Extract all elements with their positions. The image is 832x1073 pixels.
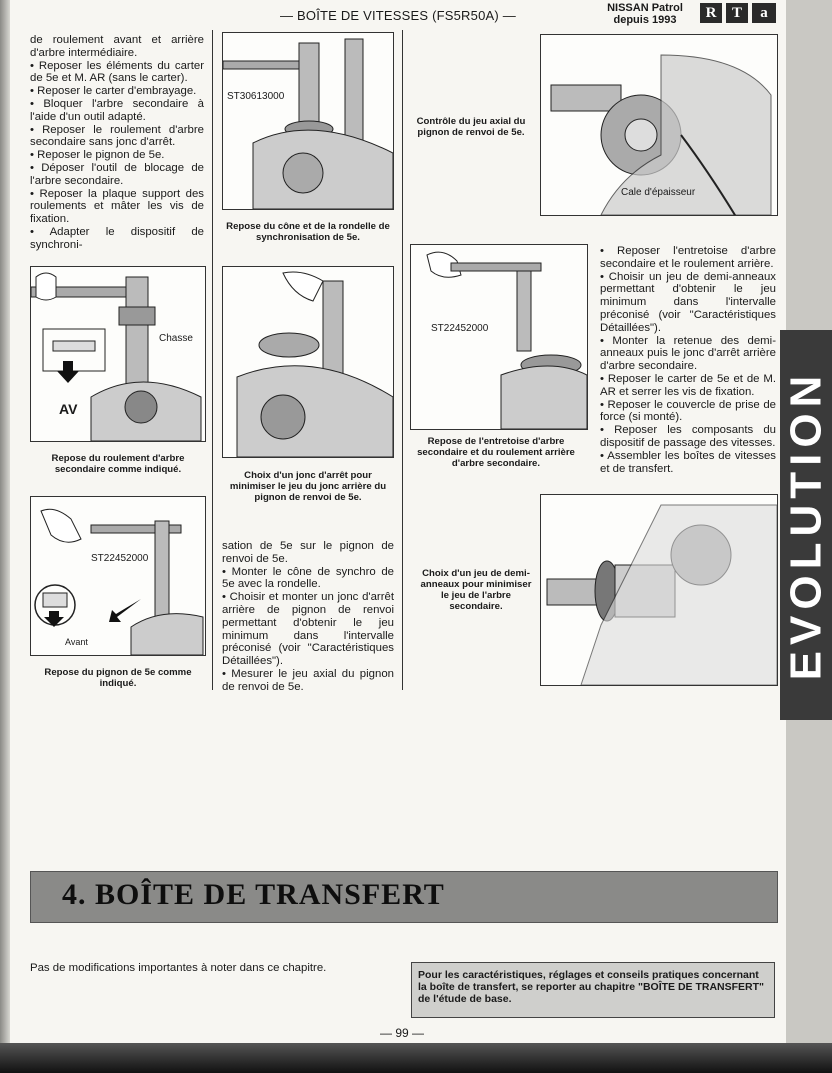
- figure-caption: Choix d'un jonc d'arrêt pour minimiser le jeu du jonc arrière du pignon de renvoi de 5e.: [229, 470, 387, 503]
- paragraph: • Reposer le couvercle de prise de force (si monté).: [600, 398, 776, 424]
- paragraph: • Monter la retenue des demi-anneaux puis le jonc d'arrêt arrière d'arbre secondaire.: [600, 334, 776, 373]
- paragraph: • Reposer les éléments du carter de 5e et M. AR (sans le carter).: [30, 59, 204, 85]
- column2-text: [222, 540, 394, 694]
- figure-spacer-bearing: [410, 244, 588, 430]
- paragraph: • Mesurer le jeu axial du pignon de renvoi de 5e.: [222, 667, 394, 693]
- paragraph: sation de 5e sur le pignon de renvoi de 5e.: [222, 540, 394, 565]
- page-number: — 99 —: [380, 1026, 425, 1040]
- column-divider-2: [402, 30, 403, 690]
- paragraph: • Reposer le carter d'embrayage.: [30, 85, 197, 98]
- gear-drawing: [223, 267, 393, 457]
- paragraph: • Déposer l'outil de blocage de l'arbre secondaire.: [30, 161, 204, 187]
- figure-caption: Repose de l'entretoise d'arbre secondaire et du roulement arrière d'arbre secondaire.: [417, 436, 575, 469]
- column-divider-1: [212, 30, 213, 690]
- figure-half-rings: [540, 494, 778, 686]
- paragraph: • Choisir et monter un jonc d'arrêt arrière de pignon de renvoi permettant d'obtenir le jeu minimum dans l'intervalle préconisé (voir "Caractéristiques Détaillées").: [222, 591, 394, 668]
- logo-r: R: [700, 3, 722, 23]
- tool-label: ST22452000: [91, 553, 149, 564]
- figure-caption: Repose du roulement d'arbre secondaire comme indiqué.: [51, 453, 185, 475]
- gear-drawing: [31, 267, 205, 441]
- header-model-name: NISSAN Patrol: [607, 2, 683, 14]
- logo-t: T: [726, 3, 748, 23]
- gear-drawing: [31, 497, 205, 655]
- section-title: 4. BOÎTE DE TRANSFERT: [62, 878, 445, 911]
- figure-synchro-cone: [222, 32, 394, 210]
- gear-drawing: [223, 33, 393, 209]
- paragraph: • Bloquer l'arbre secondaire à l'aide d'un outil adapté.: [30, 97, 204, 123]
- figure-axial-play: [540, 34, 778, 216]
- paragraph: de roulement avant et arrière d'arbre intermédiaire.: [30, 34, 204, 59]
- shim-label: Cale d'épaisseur: [621, 187, 696, 198]
- tool-label: Chasse: [159, 333, 193, 344]
- paragraph: • Reposer le pignon de 5e.: [30, 149, 165, 162]
- figure-output-shaft-bearing: [30, 266, 206, 442]
- figure-caption: Repose du pignon de 5e comme indiqué.: [44, 667, 192, 689]
- page-header-title: — BOÎTE DE VITESSES (FS5R50A) —: [280, 8, 516, 23]
- figure-caption: Repose du cône et de la rondelle de synchronisation de 5e.: [226, 221, 390, 243]
- paragraph: • Reposer l'entretoise d'arbre secondaire et le roulement arrière.: [600, 245, 776, 270]
- header-model-since: depuis 1993: [613, 14, 677, 26]
- paragraph: • Assembler les boîtes de vitesses et de transfert.: [600, 449, 776, 475]
- logo-a: a: [752, 3, 776, 23]
- figure-caption: Choix d'un jeu de demi-anneaux pour minimiser le jeu de l'arbre secondaire.: [420, 568, 532, 612]
- scan-edge-bottom: [0, 1043, 832, 1073]
- gear-drawing: [411, 245, 587, 429]
- reference-note-box: Pour les caractéristiques, réglages et conseils pratiques concernant la boîte de transfert, se reporter au chapitre "BOÎTE DE TRANSFERT" de l'étude de base.: [411, 962, 775, 1018]
- tool-label: ST22452000: [431, 323, 489, 334]
- tool-label: ST30613000: [227, 91, 285, 102]
- sidebar-word: EVOLUTION: [781, 369, 830, 681]
- paragraph: • Reposer les composants du dispositif de passage des vitesses.: [600, 424, 776, 449]
- figure-5th-gear: [30, 496, 206, 656]
- paragraph: • Reposer la plaque support des roulements et mâter les vis de fixation.: [30, 187, 204, 226]
- direction-label: AV: [59, 401, 78, 417]
- paragraph: • Reposer le roulement d'arbre secondaire sans jonc d'arrêt.: [30, 123, 204, 149]
- column1-text: [30, 34, 204, 252]
- scan-edge-left: [0, 0, 10, 1073]
- column4-text: [600, 245, 776, 475]
- gear-drawing: [541, 495, 777, 685]
- paragraph: • Choisir un jeu de demi-anneaux permettant d'obtenir le jeu minimum dans l'intervalle préconisé (voir "Caractéristiques Détaillées").: [600, 270, 776, 334]
- paragraph: • Monter le cône de synchro de 5e avec la rondelle.: [222, 565, 394, 591]
- paragraph: • Reposer le carter de 5e et de M. AR et serrer les vis de fixation.: [600, 372, 776, 398]
- header-model: [600, 2, 690, 26]
- direction-label: Avant: [65, 637, 88, 647]
- figure-snap-ring: [222, 266, 394, 458]
- paragraph: • Adapter le dispositif de synchroni-: [30, 225, 204, 251]
- figure-caption: Contrôle du jeu axial du pignon de renvoi de 5e.: [416, 116, 526, 138]
- sidebar-evolution-label: [780, 330, 832, 720]
- section-intro: Pas de modifications importantes à noter dans ce chapitre.: [30, 962, 327, 974]
